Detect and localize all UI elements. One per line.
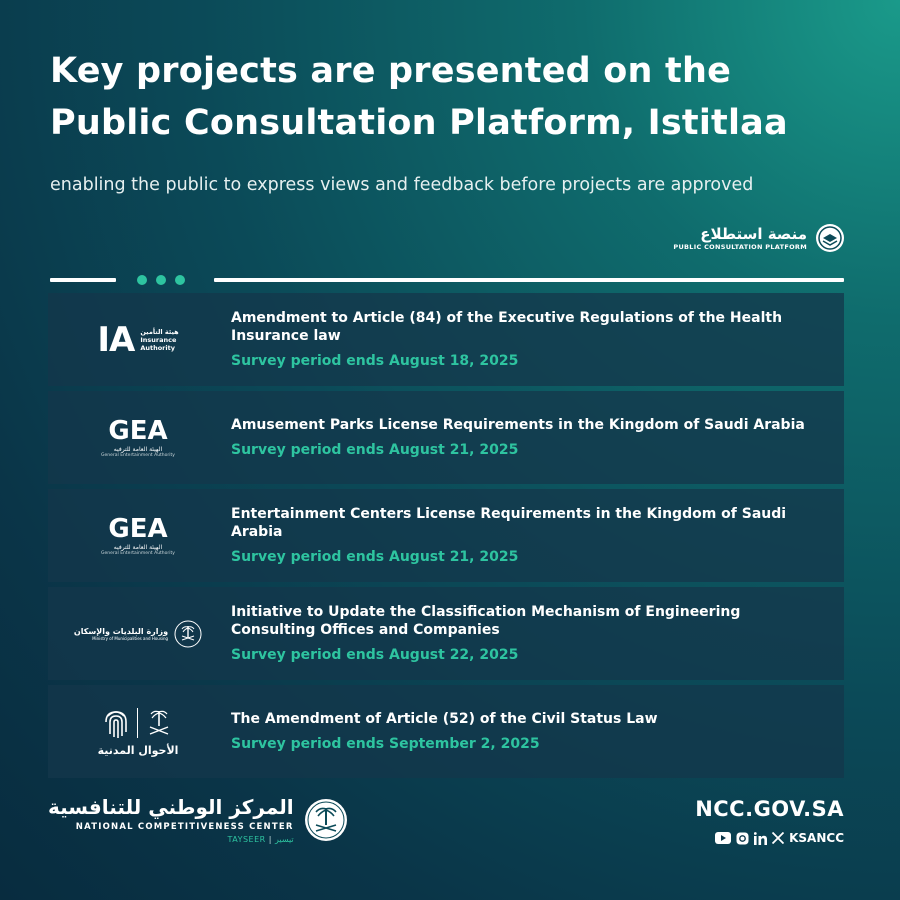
- ministry-municipalities-housing-logo: [48, 587, 228, 680]
- ncc-name-arabic: المركز الوطني للتنافسية: [48, 795, 294, 819]
- contact-block: [695, 797, 844, 845]
- divider-dot: [175, 275, 185, 285]
- project-card: [48, 489, 844, 582]
- gea-logo-english: General Entertainment Authority: [101, 452, 175, 458]
- ncc-name-english: NATIONAL COMPETITIVENESS CENTER: [75, 822, 294, 832]
- x-icon[interactable]: [772, 832, 784, 844]
- fingerprint-icon: [103, 706, 129, 740]
- instagram-icon[interactable]: [736, 832, 749, 845]
- divider-dot: [156, 275, 166, 285]
- ia-logo-mark: IA: [97, 319, 135, 360]
- project-title: Entertainment Centers License Requirements in the Kingdom of Saudi Arabia: [231, 506, 787, 540]
- page-subtitle: enabling the public to express views and feedback before projects are approved: [50, 175, 754, 195]
- project-title: Initiative to Update the Classification Mechanism of Engineering Consulting Offices and Companies: [231, 604, 741, 638]
- linkedin-icon[interactable]: [754, 832, 767, 845]
- insurance-authority-logo: [48, 293, 228, 386]
- tayseer-label: [48, 835, 294, 844]
- survey-period: Survey period ends August 22, 2025: [231, 647, 519, 663]
- palm-swords-emblem-icon: [174, 620, 202, 648]
- project-card: [48, 293, 844, 386]
- project-card: [48, 685, 844, 778]
- projects-list: [48, 293, 844, 783]
- ia-logo-english-line1: Insurance: [140, 335, 177, 344]
- tayseer-separator: |: [268, 835, 272, 844]
- palm-swords-emblem-icon: [146, 706, 172, 740]
- istitlaa-platform-logo: [673, 223, 845, 253]
- tayseer-arabic: تيسير: [275, 835, 294, 844]
- gea-logo-english: General Entertainment Authority: [101, 550, 175, 556]
- divider-dot: [137, 275, 147, 285]
- ncc-emblem-icon: [304, 798, 348, 842]
- mom-logo-arabic: وزارة البلديات والإسكان: [73, 626, 169, 636]
- civil-status-logo: [48, 685, 228, 778]
- project-card: [48, 587, 844, 680]
- project-title: Amendment to Article (84) of the Executive Regulations of the Health Insurance law: [231, 310, 783, 344]
- gea-logo-mark: GEA: [108, 415, 168, 446]
- divider-line-right: [214, 278, 844, 282]
- page-title: Key projects are presented on the Public Consultation Platform, Istitlaa: [50, 51, 788, 143]
- youtube-icon[interactable]: [715, 832, 731, 844]
- mom-logo-english: Ministry of Municipalities and Housing: [92, 635, 169, 641]
- ia-logo-arabic: هيئة التأمين: [140, 327, 179, 336]
- project-title: The Amendment of Article (52) of the Civil Status Law: [231, 711, 658, 727]
- platform-name-arabic: منصة استطلاع: [700, 225, 807, 243]
- project-title: Amusement Parks License Requirements in the Kingdom of Saudi Arabia: [231, 417, 805, 433]
- ia-logo-english-line2: Authority: [140, 343, 175, 352]
- civil-status-logo-arabic: الأحوال المدنية: [97, 744, 179, 757]
- section-divider: [50, 277, 844, 283]
- social-handle[interactable]: KSANCC: [789, 831, 844, 845]
- gea-logo-mark: GEA: [108, 513, 168, 544]
- ncc-logo: [48, 795, 348, 844]
- divider-dots: [137, 275, 185, 285]
- tayseer-english: TAYSEER: [227, 835, 266, 844]
- survey-period: Survey period ends August 21, 2025: [231, 549, 519, 565]
- platform-name-english: PUBLIC CONSULTATION PLATFORM: [673, 243, 807, 251]
- survey-period: Survey period ends August 21, 2025: [231, 442, 519, 458]
- gea-logo-arabic: الهيئة العامة للترفيه: [113, 445, 163, 453]
- divider-line-left: [50, 278, 116, 282]
- project-card: [48, 391, 844, 484]
- website-link[interactable]: NCC.GOV.SA: [695, 797, 844, 821]
- social-links: [695, 831, 844, 845]
- gea-logo: [48, 391, 228, 484]
- survey-period: Survey period ends August 18, 2025: [231, 353, 519, 369]
- istitlaa-emblem-icon: [815, 223, 845, 253]
- gea-logo: [48, 489, 228, 582]
- survey-period: Survey period ends September 2, 2025: [231, 736, 540, 752]
- gea-logo-arabic: الهيئة العامة للترفيه: [113, 543, 163, 551]
